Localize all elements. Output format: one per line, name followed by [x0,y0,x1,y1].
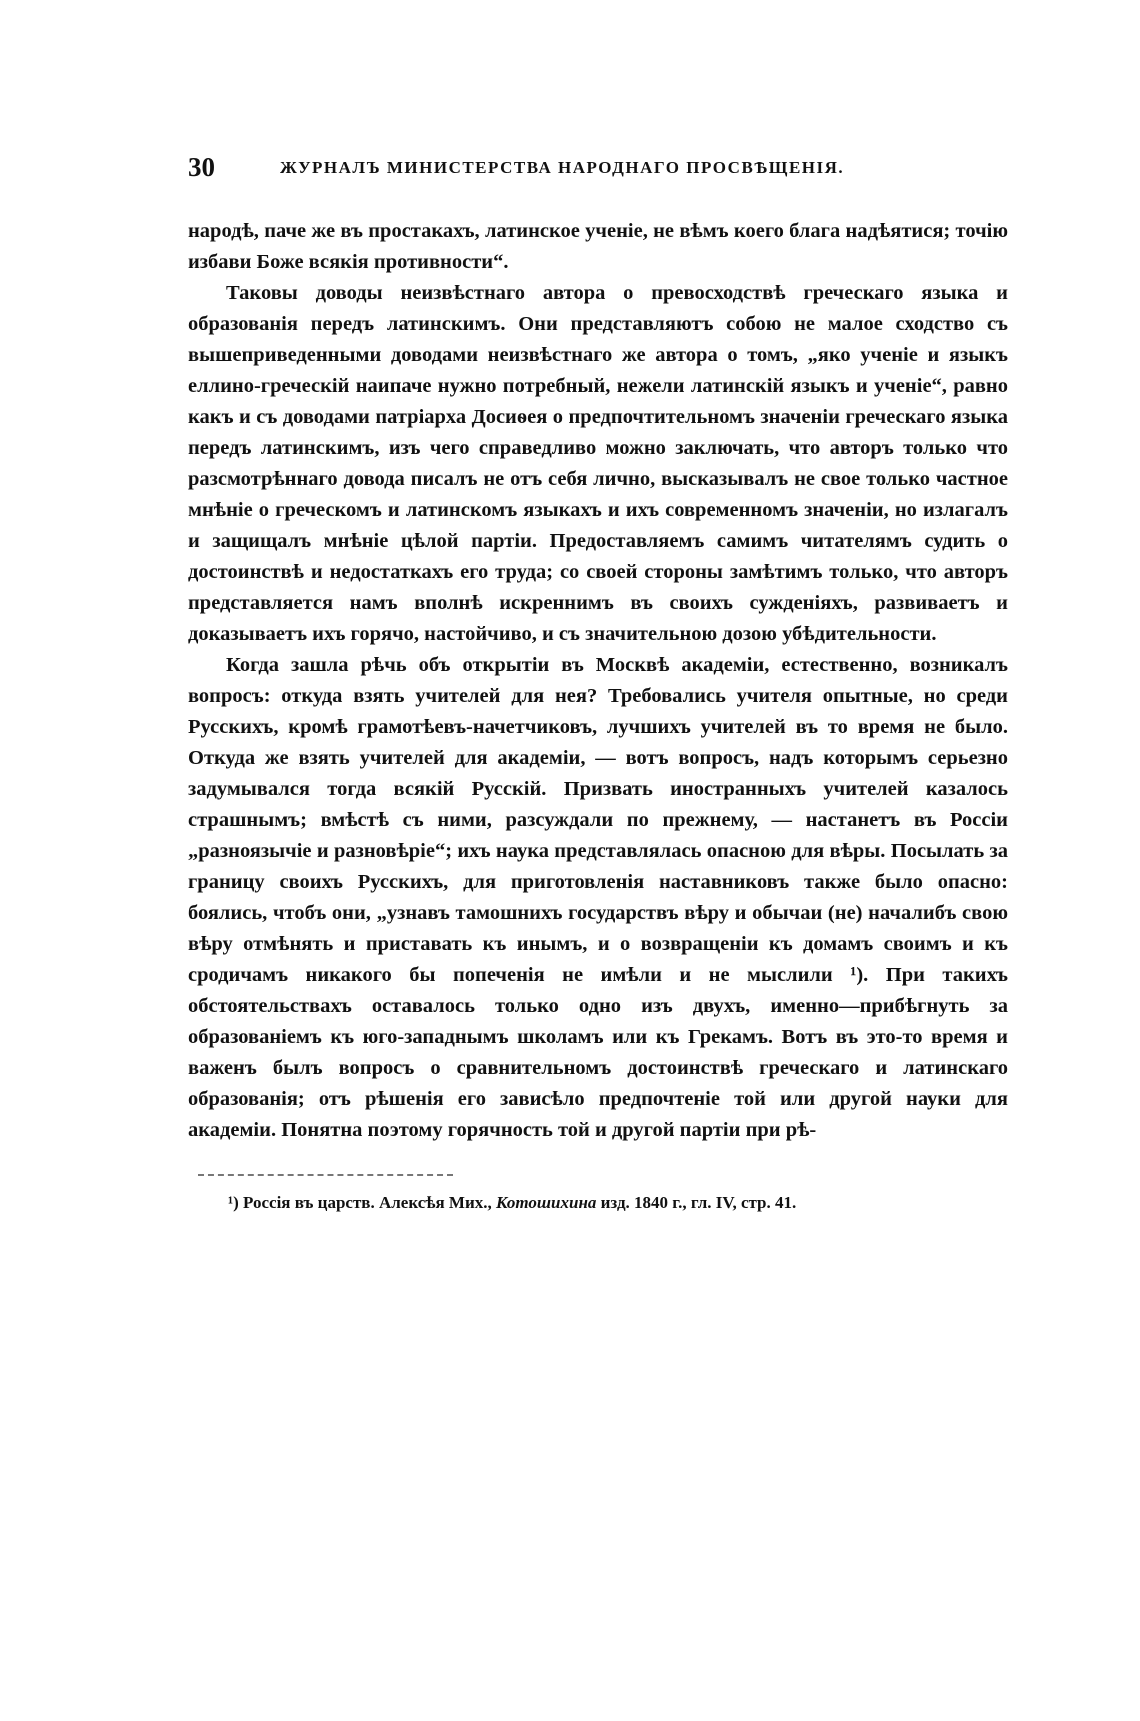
page-number: 30 [188,152,215,182]
footnote-divider [198,1174,453,1176]
paragraph-continued: народѣ, паче же въ простакахъ, латинское ученіе, не вѣмъ коего блага надѣятися; точію избави Боже всякія противности“. [188,220,1008,273]
page-header [188,152,1008,192]
footnote-source: Россія въ царств. Алексѣя Мих., [243,1193,492,1212]
paragraph: Когда зашла рѣчь объ открытіи въ Москвѣ академіи, естественно, возникалъ вопросъ: откуда взять учителей для нея? Требовались учителя опытные, но среди Русскихъ, кромѣ грамотѣевъ-начетчиковъ, лучшихъ учителей въ то время не было. Откуда же взять учителей для академіи, — вотъ вопросъ, надъ которымъ серьезно задумывался тогда всякій Русскій. Призвать иностранныхъ учителей казалось страшнымъ; вмѣстѣ съ ними, разсуждали по прежнему, — настанетъ въ Россіи „разноязычіе и разновѣріе“; ихъ наука представлялась опасною для вѣры. Посылать за границу своихъ Русскихъ, для приготовленія наставниковъ также было опасно: боялись, чтобъ они, „узнавъ тамошнихъ государствъ вѣру и обычаи (не) началибъ свою вѣру отмѣнять и приставать къ инымъ, и о возвращеніи къ домамъ своимъ и къ сродичамъ никакого бы попеченія не имѣли и не мыслили ¹). При такихъ обстоятельствахъ оставалось только одно изъ двухъ, именно—прибѣгнуть за образованіемъ къ юго-западнымъ школамъ или къ Грекамъ. Вотъ въ это-то время и важенъ былъ вопросъ о сравнительномъ достоинствѣ греческаго и латинскаго образованія; отъ рѣшенія его зависѣло предпочтеніе той или другой науки для академіи. Понятна поэтому горячность той и другой партіи при рѣ- [188,654,1008,1141]
footnote-text [188,1188,1008,1217]
footnote-author: Котошихина [496,1193,597,1212]
footnote-marker: ¹) [228,1193,239,1212]
main-text [188,216,1008,1146]
footnote-edition: изд. 1840 г., гл. IV, стр. 41. [600,1193,797,1212]
paragraph: Таковы доводы неизвѣстнаго автора о превосходствѣ греческаго языка и образованія передъ латинскимъ. Они представляютъ собою не малое сходство съ вышеприведенными доводами неизвѣстнаго же автора о томъ, „яко ученіе и языкъ еллино-греческій наипаче нужно потребный, нежели латинскій языкъ и ученіе“, равно какъ и съ доводами патріарха Досиѳея о предпочтительномъ значеніи греческаго языка передъ латинскимъ, изъ чего справедливо можно заключать, что авторъ только что разсмотрѣннаго довода писалъ не отъ себя лично, высказывалъ не свое только частное мнѣніе о греческомъ и латинскомъ языкахъ и ихъ современномъ значеніи, но излагалъ и защищалъ мнѣніе цѣлой партіи. Предоставляемъ самимъ читателямъ судить о достоинствѣ и недостаткахъ его труда; со своей стороны замѣтимъ только, что авторъ представляется намъ вполнѣ искреннимъ въ своихъ сужденіяхъ, развиваетъ и доказываетъ ихъ горячо, настойчиво, и съ значительною дозою убѣдительности. [188,282,1008,645]
book-page [188,152,1008,1217]
running-title: ЖУРНАЛЪ МИНИСТЕРСТВА НАРОДНАГО ПРОСВѢЩЕНІЯ. [280,158,845,177]
footnote [188,1188,1008,1217]
